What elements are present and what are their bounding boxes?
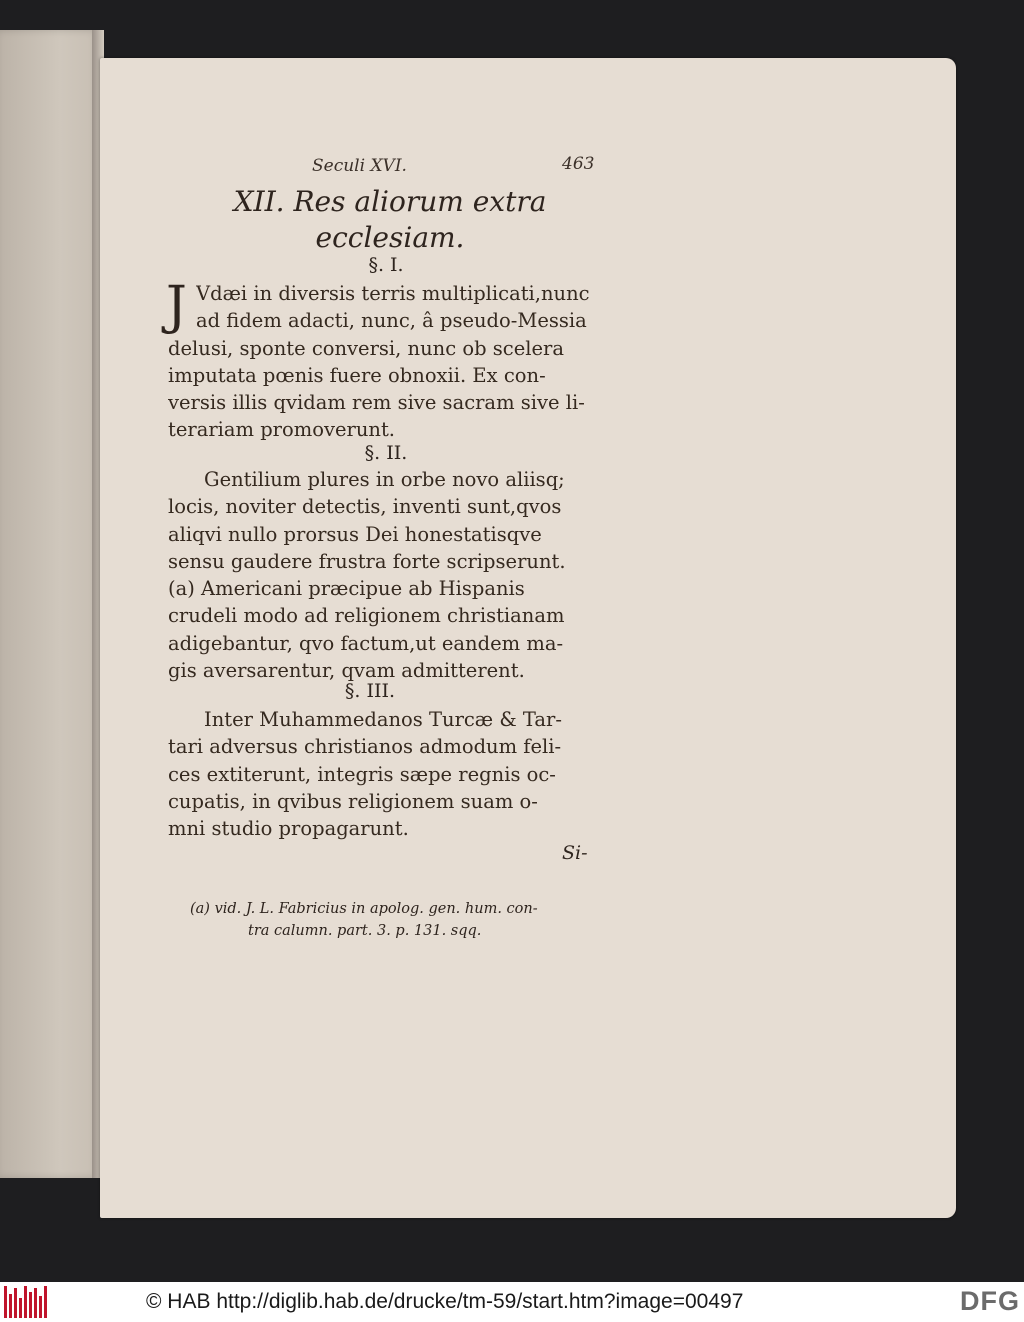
text-line: (a) Americani præcipue ab Hispanis	[168, 577, 525, 601]
page-number: 463	[562, 154, 595, 174]
catchword: Si-	[562, 842, 588, 864]
text-line: ad fidem adacti, nunc, â pseudo-Messia	[196, 309, 587, 333]
text-line: aliqvi nullo prorsus Dei honestatisqve	[168, 522, 542, 546]
text-line: Gentilium plures in orbe novo aliisq;	[204, 468, 565, 491]
chapter-title-line-1: XII. Res aliorum extra	[233, 185, 547, 218]
footnote-line-2: tra calumn. part. 3. p. 131. sqq.	[248, 923, 482, 939]
text-line: gis aversarentur, qvam admitterent.	[168, 659, 525, 683]
text-line: Inter Muhammedanos Turcæ & Tar-	[204, 708, 562, 731]
section-1-text-cont	[168, 335, 602, 444]
text-line: Vdæi in diversis terris multiplicati,nunc	[196, 282, 590, 305]
section-mark-3: §. III.	[344, 680, 396, 702]
text-line: versis illis qvidam rem sive sacram sive li-	[168, 391, 585, 415]
text-line: locis, noviter detectis, inventi sunt,qvos	[168, 495, 562, 519]
text-line: cupatis, in qvibus religionem suam o-	[168, 789, 538, 813]
text-line: crudeli modo ad religionem christianam	[168, 604, 565, 628]
section-mark-2: §. II.	[364, 442, 408, 464]
text-line: terariam promoverunt.	[168, 418, 396, 442]
chapter-title-line-2: ecclesiam.	[315, 221, 465, 254]
text-line: ces extiterunt, integris sæpe regnis oc-	[168, 762, 556, 786]
previous-page-edge	[0, 30, 100, 1178]
text-line: sensu gaudere frustra forte scripserunt.	[168, 549, 566, 573]
footnote-line-1: (a) vid. J. L. Fabricius in apolog. gen. hum. con-	[190, 901, 538, 917]
text-line: mni studio propagarunt.	[168, 817, 409, 841]
dfg-logo: DFG	[960, 1286, 1020, 1316]
book-page	[100, 58, 956, 1218]
text-line: delusi, sponte conversi, nunc ob scelera	[168, 336, 564, 360]
footer-bar	[0, 1282, 1024, 1322]
drop-cap: J	[166, 276, 187, 336]
running-head: Seculi XVI.	[312, 156, 407, 176]
section-1-text	[196, 280, 602, 335]
text-line: imputata pœnis fuere obnoxii. Ex con-	[168, 363, 546, 387]
copyright-url[interactable]: © HAB http://diglib.hab.de/drucke/tm-59/start.htm?image=00497	[146, 1290, 744, 1313]
section-3-text	[168, 706, 602, 842]
chapter-title	[200, 184, 580, 256]
hab-barcode-logo-icon	[4, 1286, 48, 1318]
text-line: adigebantur, qvo factum,ut eandem ma-	[168, 631, 564, 655]
footnote	[190, 898, 610, 942]
text-line: tari adversus christianos admodum feli-	[168, 735, 562, 759]
section-mark-1: §. I.	[368, 254, 404, 276]
section-2-text	[168, 466, 602, 684]
